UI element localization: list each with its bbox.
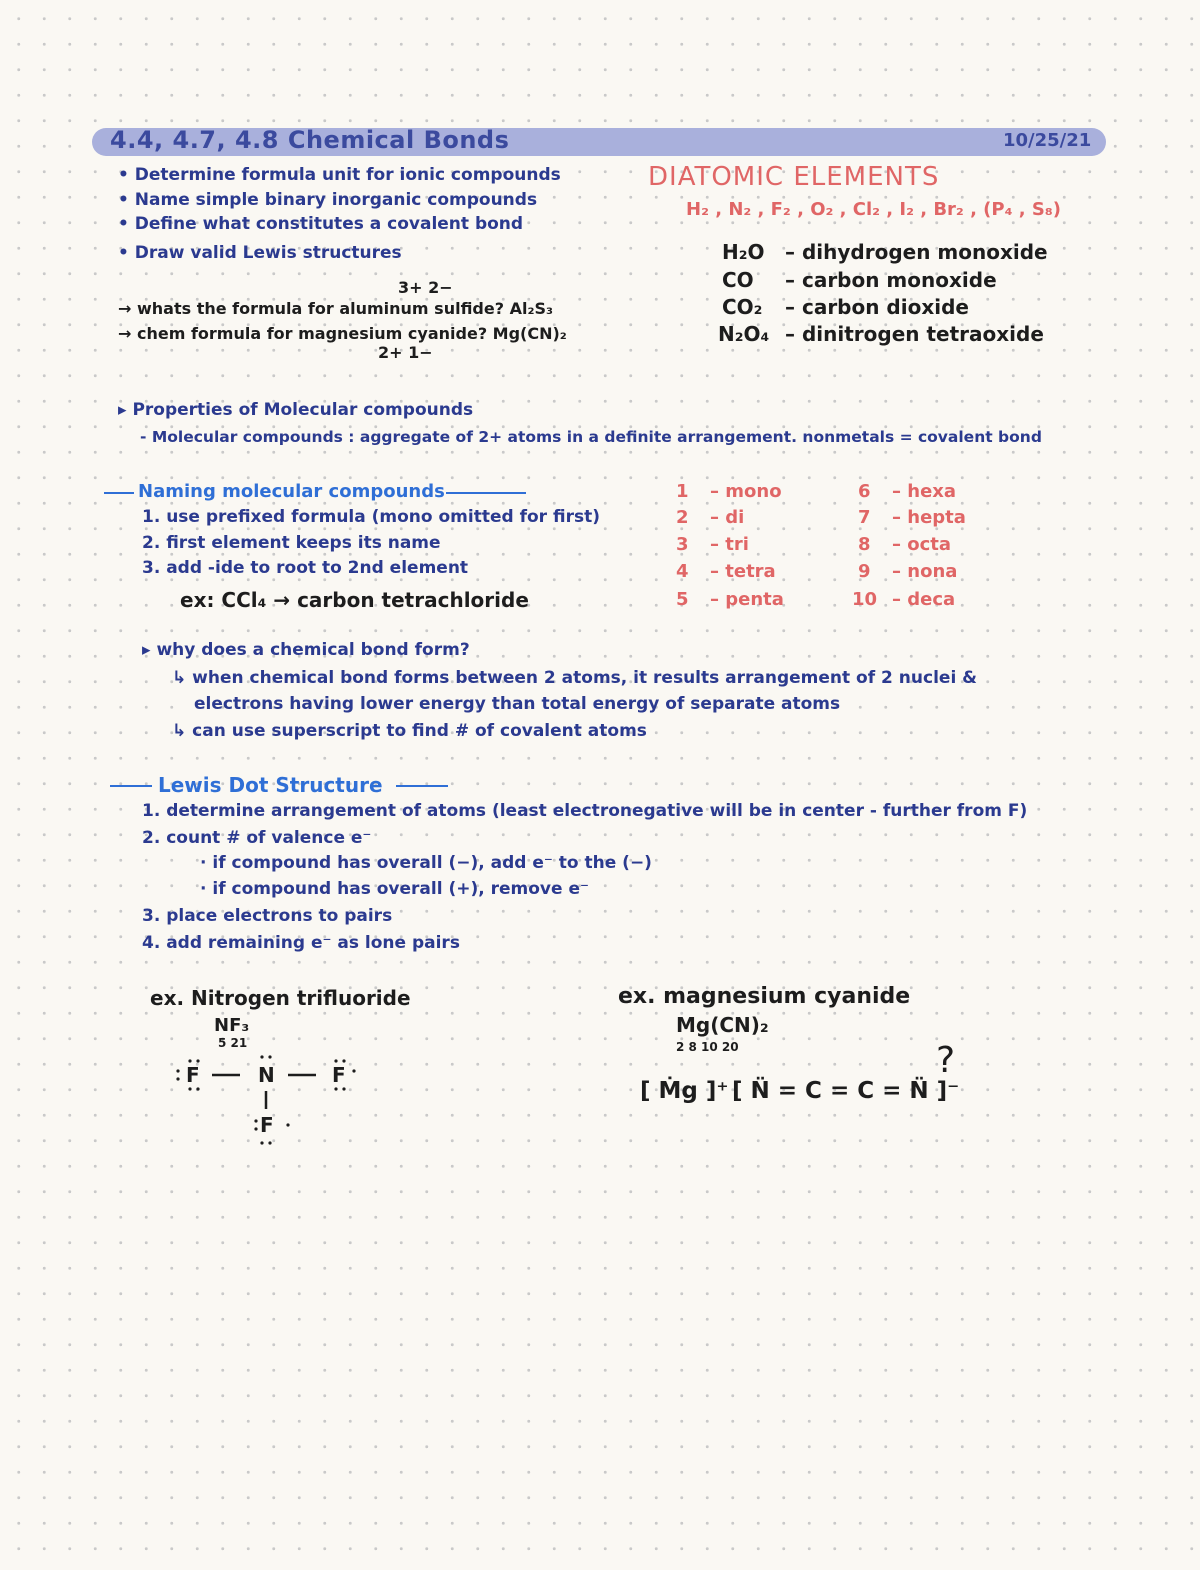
diatomic-ex-formula-3: CO₂ [722,295,763,319]
nf3-atom-f-left: F [186,1063,200,1087]
lewis-rule-left [110,785,152,787]
why-bond-answer-3: ↳ can use superscript to find # of covalent atoms [172,721,647,741]
prefix-2: – di [710,507,745,528]
prefix-9-num: 9 [858,561,871,582]
diatomic-ex-name-2: – carbon monoxide [785,268,997,292]
nf3-atom-f-bottom: F [260,1113,274,1137]
objective-1: • Determine formula unit for ionic compounds [118,165,561,185]
nf3-formula: NF₃ [214,1015,250,1036]
mgcn-anion: [ N̈ = C = C = N̈ ]⁻ [732,1078,960,1104]
lewis-step-2a: · if compound has overall (−), add e⁻ to the (−) [200,853,652,873]
lewis-rule-right [396,785,448,787]
properties-detail: - Molecular compounds : aggregate of 2+ atoms in a definite arrangement. nonmetals = covalent bond [140,428,1042,446]
prefix-3: – tri [710,534,749,555]
question-aluminum-sulfide: → whats the formula for aluminum sulfide? Al₂S₃ [118,299,553,318]
why-bond-question: ▸ why does a chemical bond form? [142,640,470,660]
prefix-6-num: 6 [858,481,871,502]
prefix-10-num: 10 [852,589,878,610]
prefix-10: – deca [892,589,956,610]
naming-heading: Naming molecular compounds [138,481,445,502]
prefix-2-num: 2 [676,507,689,528]
diatomic-ex-name-1: – dihydrogen monoxide [785,240,1048,264]
prefix-3-num: 3 [676,534,689,555]
diatomic-ex-formula-4: N₂O₄ [718,322,770,346]
prefix-8-num: 8 [858,534,871,555]
mgcn-question-mark: ? [936,1040,956,1081]
naming-rule-right [446,492,526,494]
diatomic-ex-formula-2: CO [722,268,754,292]
lewis-step-3: 3. place electrons to pairs [142,906,393,926]
diatomic-list: H₂ , N₂ , F₂ , O₂ , Cl₂ , I₂ , Br₂ , (P₄ , S₈) [686,199,1061,220]
prefix-6: – hexa [892,481,957,502]
why-bond-answer-1: ↳ when chemical bond forms between 2 atoms, it results arrangement of 2 nuclei & [172,668,978,688]
charges-q1: 3+ 2− [398,278,453,297]
prefix-4-num: 4 [676,561,689,582]
mgcn-formula: Mg(CN)₂ [676,1013,769,1037]
nf3-atom-n: N [258,1063,275,1087]
diatomic-ex-name-3: – carbon dioxide [785,295,969,319]
prefix-1-num: 1 [676,481,689,502]
diatomic-heading: DIATOMIC ELEMENTS [648,162,940,192]
mgcn-valence-count: 2 8 10 20 [676,1040,739,1054]
mgcn-cation: [ Ṁg ]⁺ [640,1078,729,1104]
prefix-4: – tetra [710,561,776,582]
question-magnesium-cyanide: → chem formula for magnesium cyanide? Mg(CN)₂ [118,324,567,343]
lewis-step-4: 4. add remaining e⁻ as lone pairs [142,933,460,953]
prefix-5: – penta [710,589,784,610]
lewis-step-2b: · if compound has overall (+), remove e⁻ [200,879,589,899]
lewis-heading: Lewis Dot Structure [158,773,383,797]
naming-step-2: 2. first element keeps its name [142,533,441,553]
lewis-step-2: 2. count # of valence e⁻ [142,828,372,848]
mgcn-title: ex. magnesium cyanide [618,984,911,1009]
diatomic-ex-formula-1: H₂O [722,240,765,264]
prefix-5-num: 5 [676,589,689,610]
prefix-7: – hepta [892,507,966,528]
page-date: 10/25/21 [1003,130,1092,151]
nf3-lewis-structure [170,1055,370,1150]
prefix-9: – nona [892,561,958,582]
naming-step-3: 3. add -ide to root to 2nd element [142,558,469,578]
naming-rule-left [104,492,134,494]
charges-q2: 2+ 1− [378,343,433,362]
properties-heading: ▸ Properties of Molecular compounds [118,400,474,420]
objective-2: • Name simple binary inorganic compounds [118,190,538,210]
nf3-atom-f-right: F [332,1063,346,1087]
objective-4: • Draw valid Lewis structures [118,243,402,263]
naming-example: ex: CCl₄ → carbon tetrachloride [180,588,529,612]
page-title: 4.4, 4.7, 4.8 Chemical Bonds [110,126,510,154]
naming-step-1: 1. use prefixed formula (mono omitted for first) [142,507,600,527]
lewis-step-1: 1. determine arrangement of atoms (least electronegative will be in center - further from F) [142,801,1028,821]
nf3-valence-count: 5 21 [218,1036,248,1050]
prefix-7-num: 7 [858,507,871,528]
objective-3: • Define what constitutes a covalent bond [118,214,524,234]
prefix-1: – mono [710,481,782,502]
nf3-title: ex. Nitrogen trifluoride [150,986,411,1010]
diatomic-ex-name-4: – dinitrogen tetraoxide [785,322,1044,346]
prefix-8: – octa [892,534,952,555]
why-bond-answer-2: electrons having lower energy than total energy of separate atoms [194,694,841,714]
